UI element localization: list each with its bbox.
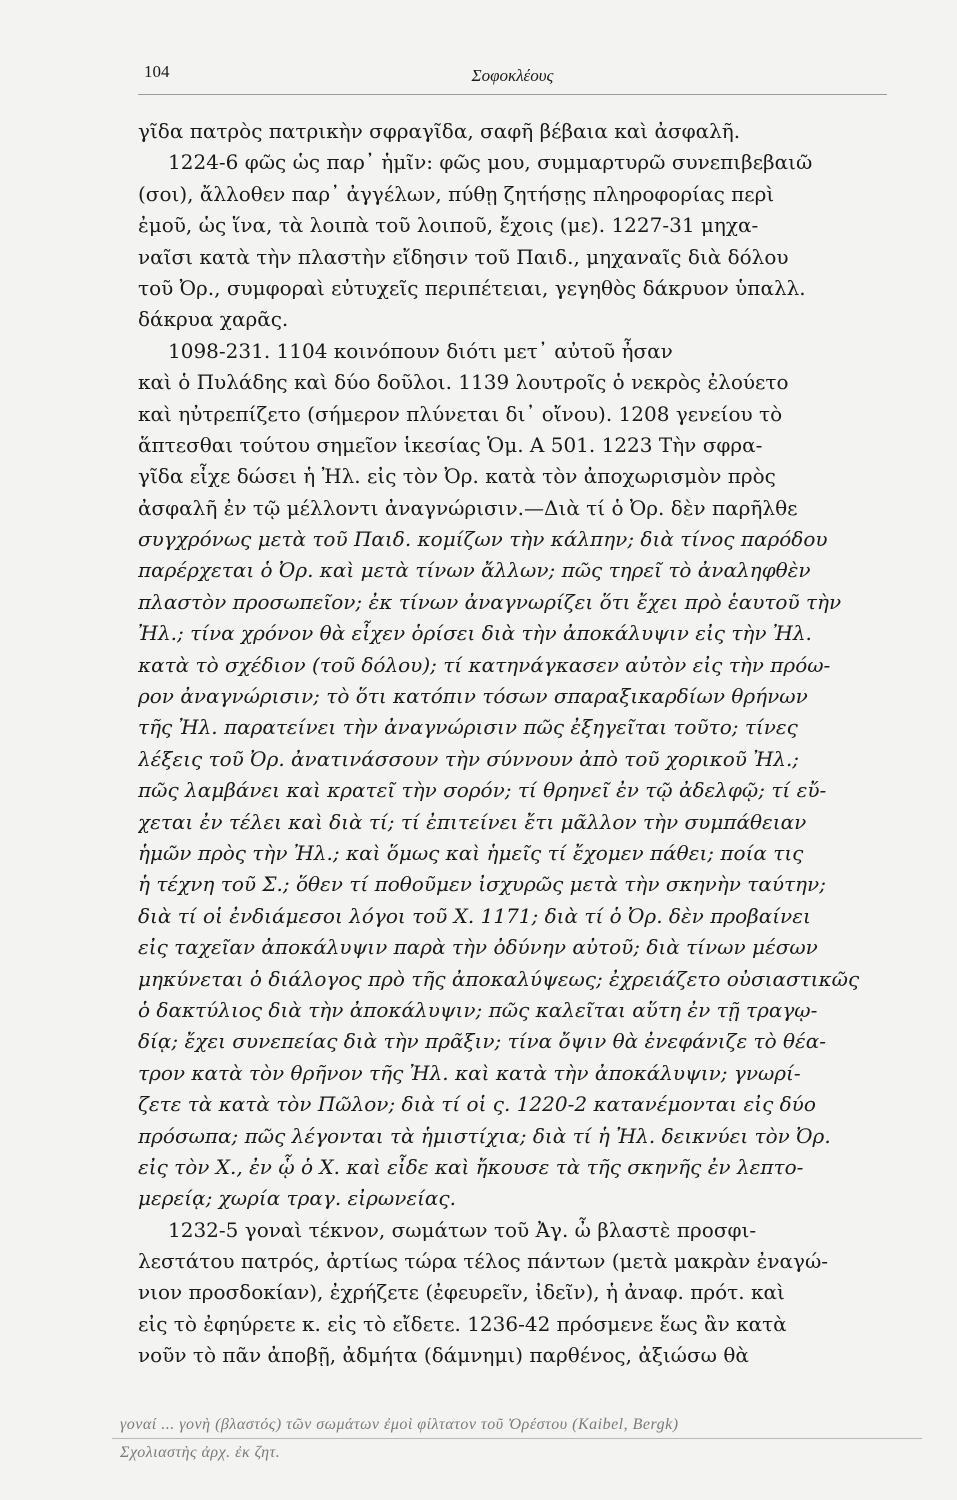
text-line: καὶ ὁ Πυλάδης καὶ δύο δοῦλοι. 1139 λουτροῖς ὁ νεκρὸς ἐλούετο bbox=[138, 370, 789, 395]
text-line: νοῦν τὸ πᾶν ἀποβῇ, ἀδμήτα (δάμνημι) παρθένος, ἀξιώσω θὰ bbox=[138, 1343, 749, 1368]
text-line: ἐμοῦ, ὡς ἵνα, τὰ λοιπὰ τοῦ λοιποῦ, ἔχοις (με). 1227-31 μηχα- bbox=[138, 213, 759, 238]
text-line: διὰ τί οἱ ἐνδιάμεσοι λόγοι τοῦ Χ. 1171; διὰ τί ὁ Ὀρ. δὲν προβαίνει bbox=[138, 903, 811, 928]
text-line: λέξεις τοῦ Ὀρ. ἀνατινάσσουν τὴν σύννουν ἀπὸ τοῦ χορικοῦ Ἠλ.; bbox=[138, 746, 800, 771]
text-line: πρόσωπα; πῶς λέγονται τὰ ἡμιστίχια; διὰ τί ἡ Ἠλ. δεικνύει τὸν Ὀρ. bbox=[138, 1123, 831, 1148]
text-line: μηκύνεται ὁ διάλογος πρὸ τῆς ἀποκαλύψεως; ἐχρειάζετο οὐσιαστικῶς bbox=[138, 966, 860, 991]
text-line: δάκρυα χαρᾶς. bbox=[138, 307, 289, 332]
running-head bbox=[138, 62, 887, 95]
text-line: νιον προσδοκίαν), ἐχρήζετε (ἐφευρεῖν, ἰδεῖν), ἡ ἀναφ. πρότ. καὶ bbox=[138, 1280, 785, 1305]
text-line: τῆς Ἠλ. παρατείνει τὴν ἀναγνώρισιν πῶς ἐξηγεῖται τοῦτο; τίνες bbox=[138, 715, 798, 740]
text-line: ἅπτεσθαι τούτου σημεῖον ἱκεσίας Ὁμ. Α 501. 1223 Τὴν σφρα- bbox=[138, 432, 763, 457]
text-line: δίᾳ; ἔχει συνεπείας διὰ τὴν πρᾶξιν; τίνα ὄψιν θὰ ἐνεφάνιζε τὸ θέα- bbox=[138, 1029, 827, 1054]
section-heading-line: 1232-5 γοναὶ τέκνον, σωμάτων τοῦ Ἀγ. ὦ βλαστὲ προσφι- bbox=[168, 1217, 757, 1242]
handwritten-note-line: γοναί ... γονὴ (βλαστός) τῶν σωμάτων ἐμοὶ φίλτατον τοῦ Ὀρέστου (Kaibel, Bergk) bbox=[120, 1416, 679, 1433]
text-line: 1224-6 φῶς ὡς παρ᾽ ἡμῖν: φῶς μου, συμμαρτυρῶ συνεπιβεβαιῶ bbox=[168, 150, 813, 175]
commentary-text bbox=[138, 116, 900, 1372]
text-line: τρον κατὰ τὸν θρῆνον τῆς Ἠλ. καὶ κατὰ τὴν ἀποκάλυψιν; γνωρί- bbox=[138, 1060, 801, 1085]
handwritten-note-line: Σχολιαστὴς ἀρχ. ἐκ ζητ. bbox=[120, 1444, 281, 1461]
text-line: κατὰ τὸ σχέδιον (τοῦ δόλου); τί κατηνάγκασεν αὐτὸν εἰς τὴν πρόω- bbox=[138, 652, 831, 677]
page-number: 104 bbox=[144, 62, 170, 81]
handwritten-underline bbox=[112, 1438, 922, 1439]
text-line: λεστάτου πατρός, ἀρτίως τώρα τέλος πάντων (μετὰ μακρὰν ἐναγώ- bbox=[138, 1249, 829, 1274]
text-line: ἡ τέχνη τοῦ Σ.; ὅθεν τί ποθοῦμεν ἰσχυρῶς μετὰ τὴν σκηνὴν ταύτην; bbox=[138, 872, 826, 897]
text-line: ρον ἀναγνώρισιν; τὸ ὅτι κατόπιν τόσων σπαραξικαρδίων θρήνων bbox=[138, 684, 808, 709]
text-line: εἰς τὸν Χ., ἐν ᾧ ὁ Χ. καὶ εἶδε καὶ ἤκουσε τὰ τῆς σκηνῆς ἐν λεπτο- bbox=[138, 1154, 804, 1179]
book-title: Σοφοκλέους bbox=[471, 66, 554, 85]
section-heading-line: 1098-231. 1104 κοινόπουν διότι μετ᾽ αὐτοῦ ἦσαν bbox=[168, 338, 673, 363]
text-line: ἀσφαλῆ ἐν τῷ μέλλοντι ἀναγνώρισιν.—Διὰ τί ὁ Ὀρ. δὲν παρῆλθε bbox=[138, 495, 798, 520]
text-line: πῶς λαμβάνει καὶ κρατεῖ τὴν σορόν; τί θρηνεῖ ἐν τῷ ἀδελφῷ; τί εὔ- bbox=[138, 778, 827, 803]
text-line: Ἠλ.; τίνα χρόνον θὰ εἶχεν ὁρίσει διὰ τὴν ἀποκάλυψιν εἰς τὴν Ἠλ. bbox=[138, 621, 812, 646]
text-line: χεται ἐν τέλει καὶ διὰ τί; τί ἐπιτείνει ἔτι μᾶλλον τὴν συμπάθειαν bbox=[138, 809, 807, 834]
handwritten-note bbox=[112, 1410, 922, 1480]
text-line: πλαστὸν προσωπεῖον; ἐκ τίνων ἀναγνωρίζει ὅτι ἔχει πρὸ ἑαυτοῦ τὴν bbox=[138, 589, 842, 614]
text-line: τοῦ Ὀρ., συμφοραὶ εὐτυχεῖς περιπέτειαι, γεγηθὸς δάκρυον ὑπαλλ. bbox=[138, 275, 806, 300]
text-line: (σοι), ἄλλοθεν παρ᾽ ἀγγέλων, πύθῃ ζητήσῃς πληροφορίας περὶ bbox=[138, 181, 775, 206]
text-line: μερείᾳ; χωρία τραγ. εἰρωνείας. bbox=[138, 1186, 456, 1211]
text-line: ἡμῶν πρὸς τὴν Ἠλ.; καὶ ὅμως καὶ ἡμεῖς τί ἔχομεν πάθει; ποία τις bbox=[138, 840, 804, 865]
text-line: ὁ δακτύλιος διὰ τὴν ἀποκάλυψιν; πῶς καλεῖται αὕτη ἐν τῇ τραγῳ- bbox=[138, 997, 818, 1022]
text-line: γῖδα εἶχε δώσει ἡ Ἠλ. εἰς τὸν Ὀρ. κατὰ τὸν ἀποχωρισμὸν πρὸς bbox=[138, 464, 776, 489]
text-line: εἰς τὸ ἐφηύρετε κ. εἰς τὸ εἴδετε. 1236-42 πρόσμενε ἕως ἂν κατὰ bbox=[138, 1311, 787, 1336]
text-line: ναῖσι κατὰ τὴν πλαστὴν εἴδησιν τοῦ Παιδ., μηχαναῖς διὰ δόλου bbox=[138, 244, 789, 269]
text-line: γῖδα πατρὸς πατρικὴν σφραγῖδα, σαφῆ βέβαια καὶ ἀσφαλῆ. bbox=[138, 119, 741, 143]
text-line: ζετε τὰ κατὰ τὸν Πῶλον; διὰ τί οἱ ς. 1220-2 κατανέμονται εἰς δύο bbox=[138, 1092, 816, 1117]
text-line: εἰς ταχεῖαν ἀποκάλυψιν παρὰ τὴν ὀδύνην αὐτοῦ; διὰ τίνων μέσων bbox=[138, 935, 818, 960]
text-line: συγχρόνως μετὰ τοῦ Παιδ. κομίζων τὴν κάλπην; διὰ τίνος παρόδου bbox=[138, 527, 828, 552]
text-line: καὶ ηὐτρεπίζετο (σήμερον πλύνεται δι᾽ οἴνου). 1208 γενείου τὸ bbox=[138, 401, 783, 426]
text-line: παρέρχεται ὁ Ὀρ. καὶ μετὰ τίνων ἄλλων; πῶς τηρεῖ τὸ ἀναληφθὲν bbox=[138, 558, 811, 583]
